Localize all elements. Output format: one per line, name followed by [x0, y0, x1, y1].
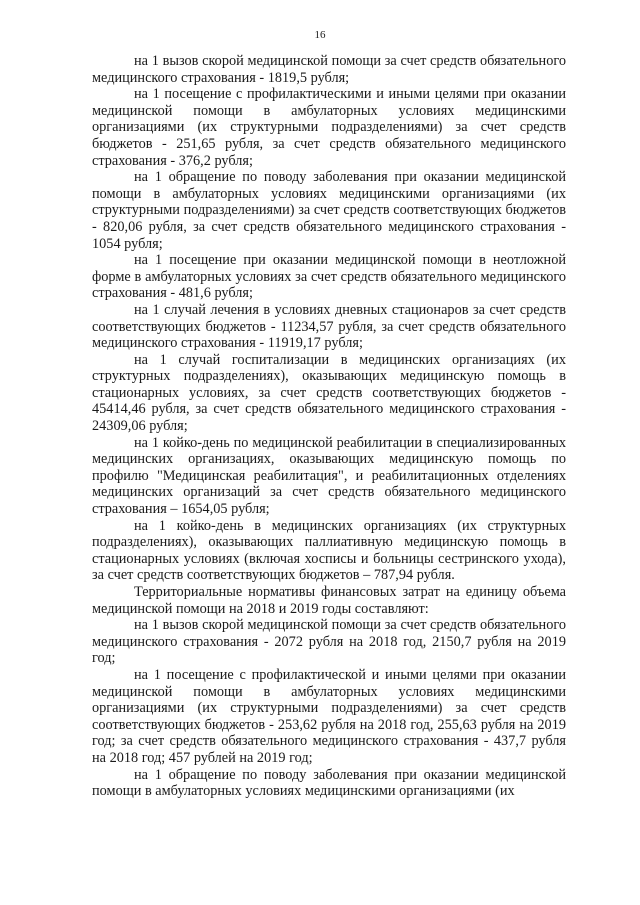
paragraph-palliative-bed-day-rate: на 1 койко-день в медицинских организациях (их структурных подразделениях), оказывающих паллиативную медицинскую помощь в стационарных условиях (включая хосписы и больницы сестринского ухода), за счет средств соответствующих бюджетов – 787,94 рубля. [92, 517, 566, 584]
paragraph-territorial-norms-intro: Территориальные нормативы финансовых затрат на единицу объема медицинской помощи на 2018 и 2019 годы составляют: [92, 584, 566, 617]
paragraph-hospitalization-rate: на 1 случай госпитализации в медицинских организациях (их структурных подразделениях), оказывающих медицинскую помощь в стационарных условиях, за счет средств соответствующих бюджетов - 45414,46 рубля, за счет средств обязательного медицинского страхования - 24309,06 рубля; [92, 351, 566, 435]
paragraph-day-hospital-rate: на 1 случай лечения в условиях дневных стационаров за счет средств соответствующих бюджетов - 11234,57 рубля, за счет средств обязательного медицинского страхования - 11919,17 рубля; [92, 301, 566, 352]
paragraph-preventive-visit-rate-2018-2019: на 1 посещение с профилактической и иными целями при оказании медицинской помощи в амбулаторных условиях медицинскими организациями (их структурными подразделениями) за счет средств соответствующих бюджетов - 253,62 рубля на 2018 год, 255,63 рубля на 2019 год; за счет средств обязательного медицинского страхования - 437,7 рубля на 2018 год; 457 рублей на 2019 год; [92, 666, 566, 766]
paragraph-disease-appeal-rate: на 1 обращение по поводу заболевания при оказании медицинской помощи в амбулаторных условиях медицинскими организациями (их структурными подразделениями) за счет средств соответствующих бюджетов - 820,06 рубля, за счет средств обязательного медицинского страхования - 1054 рубля; [92, 169, 566, 252]
paragraph-disease-appeal-rate-2018-2019: на 1 обращение по поводу заболевания при оказании медицинской помощи в амбулаторных условиях медицинскими организациями (их [92, 766, 566, 800]
paragraph-urgent-visit-rate: на 1 посещение при оказании медицинской помощи в неотложной форме в амбулаторных условиях за счет средств обязательного медицинского страхования - 481,6 рубля; [92, 252, 566, 302]
document-body [92, 53, 566, 800]
paragraph-preventive-visit-rate: на 1 посещение с профилактическими и иными целями при оказании медицинской помощи в амбулаторных условиях медицинскими организациями (их структурными подразделениями) за счет средств бюджетов - 251,65 рубля, за счет средств обязательного медицинского страхования - 376,2 рубля; [92, 86, 566, 169]
paragraph-ambulance-rate-2018-2019: на 1 вызов скорой медицинской помощи за счет средств обязательного медицинского страхования - 2072 рубля на 2018 год, 2150,7 рубля на 2019 год; [92, 617, 566, 667]
paragraph-ambulance-rate: на 1 вызов скорой медицинской помощи за счет средств обязательного медицинского страхования - 1819,5 рубля; [92, 53, 566, 86]
paragraph-rehabilitation-bed-day-rate: на 1 койко-день по медицинской реабилитации в специализированных медицинских организациях, оказывающих медицинскую помощь по профилю "Медицинская реабилитация", и реабилитационных отделениях медицинских организаций за счет средств обязательного медицинского страхования – 1654,05 рубля; [92, 434, 566, 518]
page-number: 16 [314, 29, 326, 41]
